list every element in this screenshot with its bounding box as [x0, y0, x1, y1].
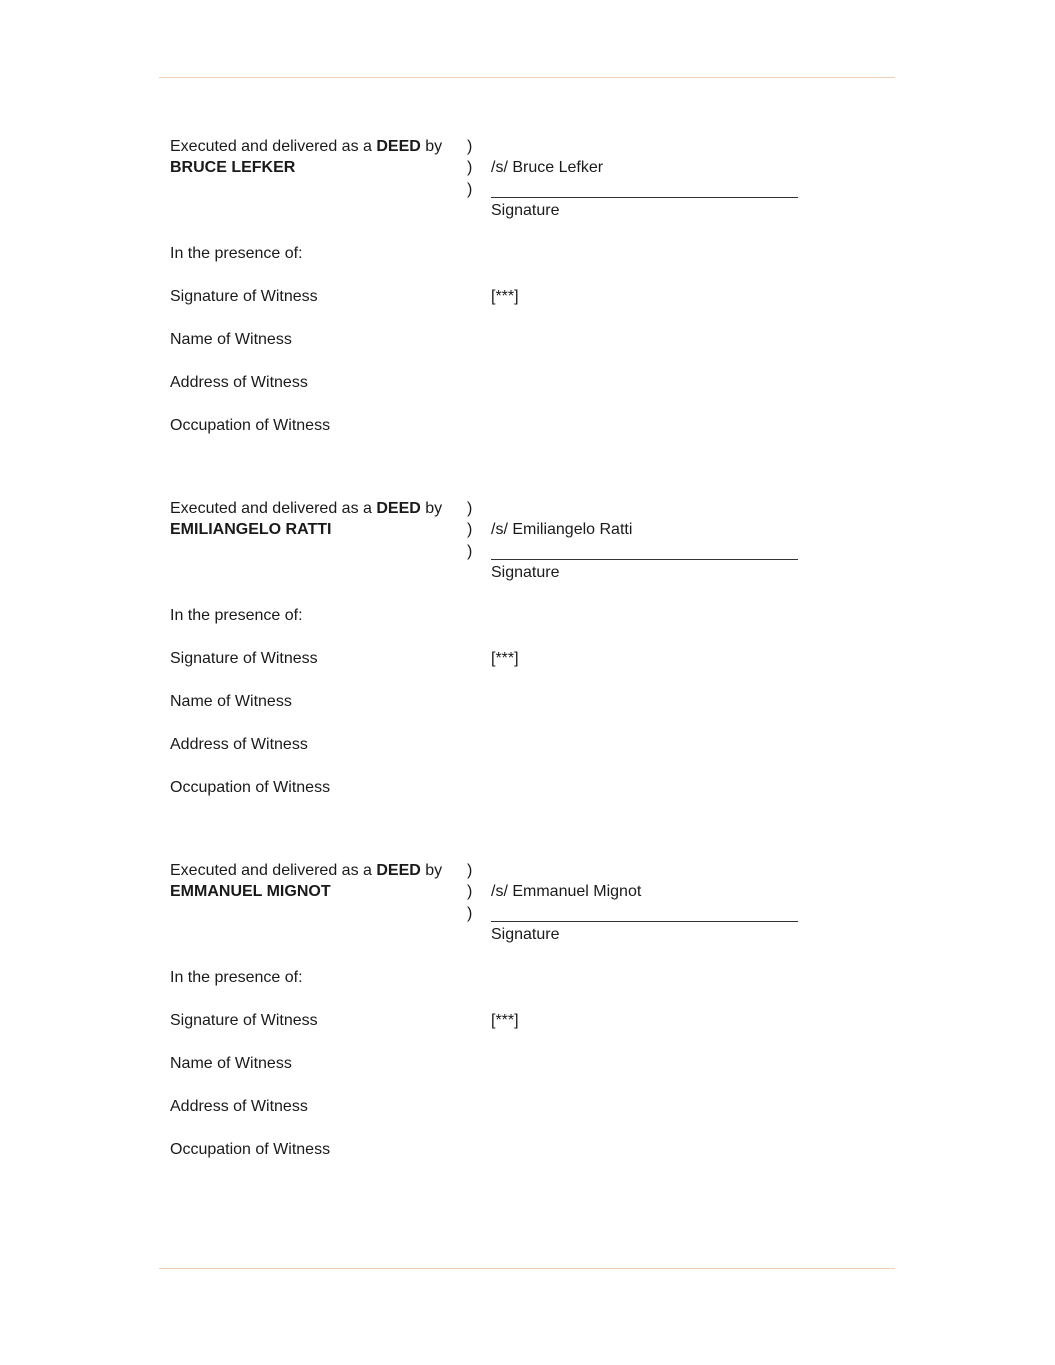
- signature-line: [491, 921, 798, 922]
- paren: ): [467, 905, 473, 922]
- executed-suffix: by: [420, 862, 443, 879]
- executed-line: [170, 137, 442, 157]
- executed-line: [170, 499, 442, 519]
- paren: ): [467, 543, 473, 560]
- executed-suffix: by: [420, 138, 443, 155]
- party-name: EMILIANGELO RATTI: [170, 521, 332, 538]
- executed-prefix: Executed and delivered as a: [170, 138, 377, 155]
- witness-occupation-label: Occupation of Witness: [170, 779, 331, 796]
- witness-signature-redacted: [***]: [491, 288, 519, 305]
- signed-name: /s/ Emiliangelo Ratti: [491, 521, 633, 538]
- signature-line: [491, 197, 798, 198]
- signed-name: /s/ Emmanuel Mignot: [491, 883, 642, 900]
- deed-word: DEED: [376, 862, 421, 879]
- witness-name-label: Name of Witness: [170, 1055, 292, 1072]
- executed-line: [170, 861, 442, 881]
- signature-label: Signature: [491, 564, 560, 581]
- witness-address-label: Address of Witness: [170, 1098, 308, 1115]
- paren: ): [467, 883, 473, 900]
- executed-prefix: Executed and delivered as a: [170, 500, 377, 517]
- witness-signature-redacted: [***]: [491, 1012, 519, 1029]
- paren: ): [467, 862, 473, 879]
- witness-occupation-label: Occupation of Witness: [170, 1141, 331, 1158]
- witness-signature-redacted: [***]: [491, 650, 519, 667]
- presence-label: In the presence of:: [170, 245, 303, 262]
- witness-name-label: Name of Witness: [170, 693, 292, 710]
- paren: ): [467, 181, 473, 198]
- paren: ): [467, 159, 473, 176]
- signature-label: Signature: [491, 926, 560, 943]
- deed-word: DEED: [376, 138, 421, 155]
- deed-word: DEED: [376, 500, 421, 517]
- witness-signature-label: Signature of Witness: [170, 650, 318, 667]
- party-name: BRUCE LEFKER: [170, 159, 296, 176]
- executed-suffix: by: [420, 500, 443, 517]
- presence-label: In the presence of:: [170, 607, 303, 624]
- witness-signature-label: Signature of Witness: [170, 288, 318, 305]
- signature-label: Signature: [491, 202, 560, 219]
- presence-label: In the presence of:: [170, 969, 303, 986]
- witness-signature-label: Signature of Witness: [170, 1012, 318, 1029]
- header-rule: [159, 77, 895, 78]
- execution-block-3: [0, 861, 1055, 1191]
- executed-prefix: Executed and delivered as a: [170, 862, 377, 879]
- witness-name-label: Name of Witness: [170, 331, 292, 348]
- signature-line: [491, 559, 798, 560]
- signed-name: /s/ Bruce Lefker: [491, 159, 604, 176]
- party-name: EMMANUEL MIGNOT: [170, 883, 331, 900]
- execution-block-2: [0, 499, 1055, 829]
- execution-block-1: [0, 137, 1055, 467]
- witness-occupation-label: Occupation of Witness: [170, 417, 331, 434]
- witness-address-label: Address of Witness: [170, 736, 308, 753]
- paren: ): [467, 138, 473, 155]
- witness-address-label: Address of Witness: [170, 374, 308, 391]
- paren: ): [467, 521, 473, 538]
- paren: ): [467, 500, 473, 517]
- footer-rule: [159, 1268, 895, 1269]
